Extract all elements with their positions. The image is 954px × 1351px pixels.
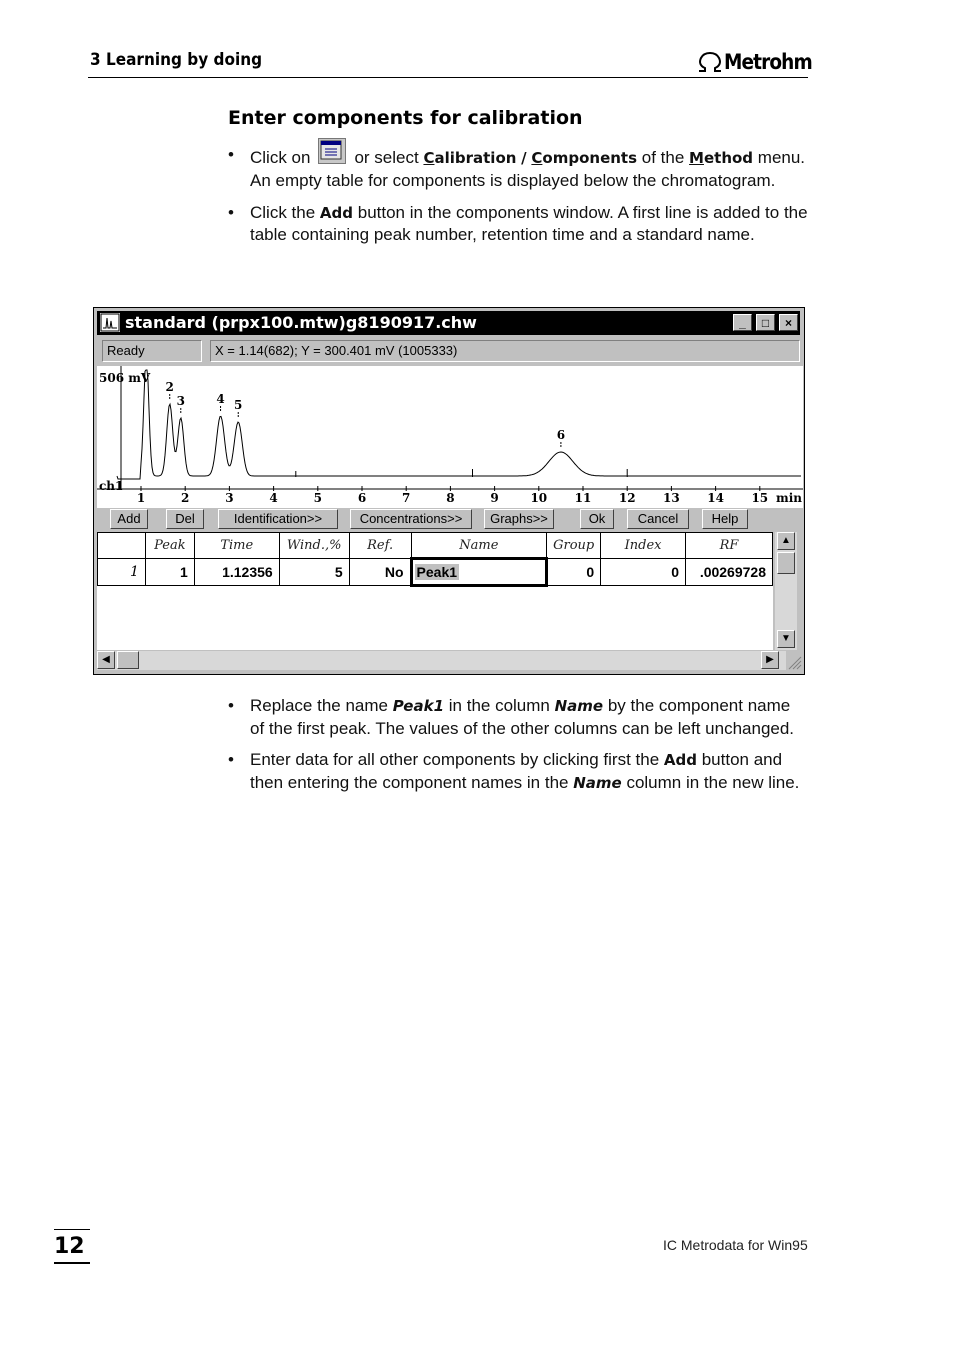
peak-label: 3 (176, 394, 185, 408)
name-keyword: Name (554, 697, 604, 715)
column-header-group[interactable]: Group (547, 533, 601, 559)
components-toolbar-icon (318, 138, 346, 164)
bullet-item: • Replace the name Peak1 in the column Name by the component name of the first peak. The values of the other columns can be left unchanged. (228, 696, 795, 738)
name-cell-value[interactable]: Peak1 (416, 564, 458, 580)
menu-components: Components (531, 149, 638, 167)
coordinates-readout: X = 1.14(682); Y = 300.401 mV (1005333) (210, 340, 800, 362)
x-tick-label: 5 (313, 491, 322, 505)
peak-label: 4 (216, 392, 225, 406)
bullet-item: • Enter data for all other components by clicking first the Add button and then entering the component names in the Name column in the new line. (228, 750, 800, 792)
table-row (98, 559, 773, 586)
components-table (97, 532, 773, 650)
scroll-left-icon[interactable]: ◀ (97, 651, 115, 669)
ref-cell[interactable]: No (349, 559, 411, 586)
column-header-rf[interactable]: RF (686, 533, 773, 559)
bullet-item: • Click the Add button in the components window. A first line is added to the table containing peak number, retention time and a standard name. (228, 202, 808, 244)
x-tick-label: 14 (707, 491, 724, 505)
column-header-ref[interactable]: Ref. (349, 533, 411, 559)
footer-product: IC Metrodata for Win95 (663, 1237, 808, 1253)
group-cell[interactable]: 0 (547, 559, 601, 586)
omega-icon (696, 51, 724, 73)
x-tick-label: 3 (225, 491, 234, 505)
page-number: 12 (54, 1234, 85, 1259)
minimize-button[interactable]: _ (733, 314, 752, 331)
scroll-down-icon[interactable]: ▼ (777, 630, 795, 648)
x-tick-label: 12 (618, 491, 636, 505)
help-button[interactable]: Help (702, 509, 748, 529)
scroll-right-icon[interactable]: ▶ (761, 651, 779, 669)
concentrations-button[interactable]: Concentrations>> (350, 509, 472, 529)
signal-trace (117, 370, 801, 479)
peak-label: 5 (234, 398, 243, 412)
title-bar (97, 311, 800, 335)
add-keyword: Add (663, 751, 697, 769)
x-tick-label: 11 (574, 491, 592, 505)
window-title: standard (prpx100.mtw)g8190917.chw (125, 313, 477, 332)
column-header-name[interactable]: Name (411, 533, 547, 559)
bullet-item: • Click on or select Calibration / Components of the Method menu. An empty table for components is displayed below the chromatogram. (228, 144, 808, 193)
column-header-index[interactable]: Index (601, 533, 686, 559)
x-tick-label: 6 (357, 491, 367, 505)
table-header-row (98, 533, 773, 559)
x-tick-label: 4 (269, 491, 278, 505)
menu-method: Method (689, 149, 754, 167)
chromatogram-window (93, 307, 805, 675)
menu-calibration: Calibration (423, 149, 517, 167)
x-tick-label: 1 (136, 491, 146, 505)
chromatogram-chart (97, 366, 803, 508)
add-button[interactable]: Add (110, 509, 148, 529)
footer-rule-bottom (54, 1262, 90, 1264)
column-header-peak[interactable]: Peak (145, 533, 194, 559)
index-cell[interactable]: 0 (601, 559, 686, 586)
horizontal-scrollbar[interactable] (97, 651, 786, 670)
section-title: Enter components for calibration (228, 107, 583, 129)
cancel-button[interactable]: Cancel (627, 509, 689, 529)
peak-cell[interactable]: 1 (145, 559, 194, 586)
peak-label: 2 (165, 380, 174, 394)
status-field: Ready (102, 340, 202, 362)
footer-rule-top (54, 1229, 90, 1230)
name-cell[interactable] (411, 559, 547, 586)
x-tick-label: 15 (751, 491, 769, 505)
bullet-dot: • (228, 145, 234, 164)
time-cell[interactable]: 1.12356 (194, 559, 279, 586)
bullet-dot: • (228, 750, 234, 769)
ok-button[interactable]: Ok (580, 509, 614, 529)
bullet-dot: • (228, 202, 234, 222)
header-rule (88, 77, 808, 78)
vertical-scrollbar[interactable] (775, 532, 797, 650)
horizontal-scroll-thumb[interactable] (117, 651, 139, 669)
column-header-time[interactable]: Time (194, 533, 279, 559)
maximize-button[interactable]: □ (756, 314, 775, 331)
x-tick-label: 2 (181, 491, 190, 505)
metrohm-logo (696, 50, 824, 74)
window-cell[interactable]: 5 (279, 559, 349, 586)
x-unit-label: min (776, 491, 802, 505)
x-tick-label: 7 (402, 491, 411, 505)
x-tick-label: 9 (490, 491, 499, 505)
rf-cell[interactable]: .00269728 (686, 559, 773, 586)
add-keyword: Add (319, 203, 354, 222)
x-tick-label: 10 (530, 491, 548, 505)
bullet-dot: • (228, 696, 234, 715)
window-app-icon (100, 313, 120, 332)
instruction-list-top (228, 144, 808, 256)
resize-grip-icon[interactable] (786, 651, 802, 670)
peak-label: 6 (556, 428, 566, 442)
row-number-cell[interactable]: 1 (98, 559, 146, 586)
scroll-up-icon[interactable]: ▲ (777, 532, 795, 550)
graphs-button[interactable]: Graphs>> (484, 509, 554, 529)
instruction-list-bottom (228, 695, 808, 803)
column-header-row-number (98, 533, 146, 559)
column-header-window[interactable]: Wind.,% (279, 533, 349, 559)
x-tick-label: 8 (446, 491, 455, 505)
name-keyword: Name (573, 773, 622, 792)
x-tick-label: 13 (663, 491, 680, 505)
delete-button[interactable]: Del (166, 509, 204, 529)
channel-label: ch1 (99, 479, 124, 493)
close-button[interactable]: × (779, 314, 798, 331)
chromatogram-svg (97, 366, 803, 508)
peak1-keyword: Peak1 (392, 697, 445, 715)
scroll-thumb[interactable] (777, 552, 795, 574)
y-max-label: 506 mV (99, 371, 151, 385)
logo-text: Metrohm (724, 50, 812, 74)
chapter-header: 3 Learning by doing (90, 50, 263, 70)
identification-button[interactable]: Identification>> (218, 509, 338, 529)
